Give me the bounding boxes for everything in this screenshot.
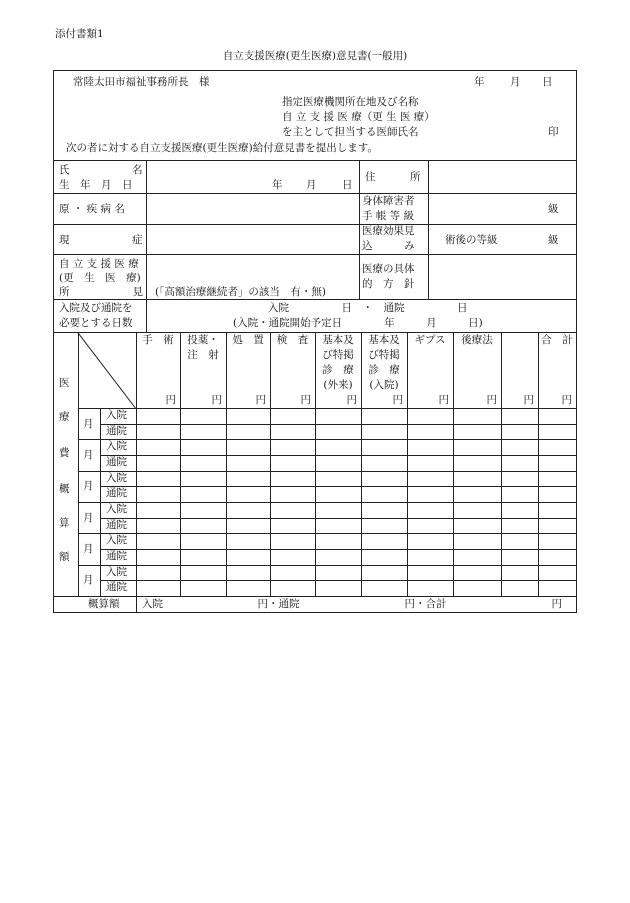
side-label-char: 算 bbox=[59, 517, 70, 529]
column-header-line: び特掲 bbox=[322, 349, 354, 361]
birth-label: 生 年 月 日 bbox=[59, 179, 133, 191]
cost-cell[interactable] bbox=[362, 487, 406, 501]
document-title: 自立支援医療(更生医療)意見書(一般用) bbox=[222, 50, 408, 62]
cost-cell[interactable] bbox=[454, 456, 500, 470]
addressee: 常陸太田市福祉事務所長 様 bbox=[73, 76, 210, 88]
yen-unit: 円 bbox=[346, 394, 357, 406]
cost-cell[interactable] bbox=[362, 550, 406, 564]
cost-cell[interactable] bbox=[454, 425, 500, 439]
cost-cell[interactable] bbox=[539, 566, 575, 580]
cost-cell[interactable] bbox=[502, 425, 537, 439]
institution-line: 指定医療機関所在地及び名称 bbox=[282, 96, 419, 108]
cost-cell[interactable] bbox=[271, 425, 314, 439]
opinion-field[interactable] bbox=[150, 256, 355, 284]
column-header-line: び特掲 bbox=[368, 349, 400, 361]
attachment-label: 添付書類1 bbox=[55, 28, 104, 40]
outpatient-label: 通院 bbox=[106, 581, 127, 593]
cost-cell[interactable] bbox=[454, 503, 500, 517]
frame-bottom bbox=[53, 612, 577, 613]
post-op-grade-unit: 級 bbox=[548, 234, 559, 246]
cost-cell[interactable] bbox=[316, 566, 360, 580]
estimate-label: 概算額 bbox=[88, 598, 120, 610]
cost-cell[interactable] bbox=[502, 487, 537, 501]
side-label-char: 療 bbox=[59, 411, 70, 423]
cost-cell[interactable] bbox=[137, 472, 179, 486]
symptom-label-2: 症 bbox=[132, 234, 143, 246]
inpatient-label: 入院 bbox=[106, 503, 127, 515]
frame-right bbox=[576, 70, 577, 613]
cost-cell[interactable] bbox=[181, 487, 225, 501]
cost-cell[interactable] bbox=[408, 534, 452, 548]
cost-cell[interactable] bbox=[539, 440, 575, 454]
yen-unit: 円 bbox=[255, 394, 266, 406]
cost-cell[interactable] bbox=[316, 581, 360, 595]
cost-cell[interactable] bbox=[539, 472, 575, 486]
cost-cell[interactable] bbox=[137, 566, 179, 580]
cost-cell[interactable] bbox=[316, 503, 360, 517]
cost-cell[interactable] bbox=[454, 472, 500, 486]
cost-cell[interactable] bbox=[502, 566, 537, 580]
plan-field[interactable] bbox=[431, 256, 573, 298]
cost-cell[interactable] bbox=[408, 487, 452, 501]
disability-label-2: 手 帳 等 級 bbox=[362, 210, 415, 222]
cost-cell[interactable] bbox=[454, 519, 500, 533]
days-label-2: 必要とする日数 bbox=[59, 317, 133, 329]
symptom-label-1: 現 bbox=[59, 234, 70, 246]
disease-field[interactable] bbox=[150, 195, 355, 223]
cost-cell[interactable] bbox=[271, 581, 314, 595]
cost-cell[interactable] bbox=[408, 566, 452, 580]
yen-unit: 円 bbox=[165, 394, 176, 406]
seal-mark: 印 bbox=[548, 126, 559, 138]
cost-cell[interactable] bbox=[502, 550, 537, 564]
effect-label-2: 込 み bbox=[362, 240, 415, 252]
cost-cell[interactable] bbox=[137, 487, 179, 501]
cost-cell[interactable] bbox=[227, 487, 269, 501]
cost-cell[interactable] bbox=[454, 581, 500, 595]
cost-cell[interactable] bbox=[181, 581, 225, 595]
column-header-line: 検 査 bbox=[276, 334, 309, 346]
cost-cell[interactable] bbox=[454, 534, 500, 548]
days-line: 入院 日 ・ 通院 日 bbox=[268, 302, 468, 314]
cost-cell[interactable] bbox=[539, 550, 575, 564]
column-header-line: 手 術 bbox=[142, 334, 174, 346]
side-label-char: 費 bbox=[59, 447, 70, 459]
header-diagonal bbox=[77, 332, 136, 409]
outpatient-label: 通院 bbox=[106, 519, 127, 531]
cost-cell[interactable] bbox=[227, 550, 269, 564]
cost-cell[interactable] bbox=[502, 503, 537, 517]
cost-cell[interactable] bbox=[181, 519, 225, 533]
yen-unit: 円 bbox=[486, 394, 497, 406]
column-header-line: (入院) bbox=[369, 379, 399, 391]
cost-cell[interactable] bbox=[454, 487, 500, 501]
cost-cell[interactable] bbox=[362, 566, 406, 580]
cost-cell[interactable] bbox=[539, 425, 575, 439]
inpatient-label: 入院 bbox=[106, 409, 127, 421]
cost-cell[interactable] bbox=[362, 581, 406, 595]
name-label-2: 名 bbox=[132, 164, 143, 176]
column-header-line: 診 療 bbox=[322, 364, 354, 376]
side-label-char: 額 bbox=[59, 551, 70, 563]
disability-grade-unit: 級 bbox=[548, 203, 559, 215]
cost-cell[interactable] bbox=[539, 409, 575, 423]
yen-unit: 円 bbox=[300, 394, 311, 406]
cost-cell[interactable] bbox=[271, 409, 314, 423]
cost-cell[interactable] bbox=[181, 472, 225, 486]
column-header-line: 合 計 bbox=[541, 334, 573, 346]
cost-cell[interactable] bbox=[137, 534, 179, 548]
cost-cell[interactable] bbox=[362, 425, 406, 439]
cost-cell[interactable] bbox=[227, 440, 269, 454]
cost-cell[interactable] bbox=[502, 456, 537, 470]
cost-cell[interactable] bbox=[181, 409, 225, 423]
inpatient-label: 入院 bbox=[106, 472, 127, 484]
cost-cell[interactable] bbox=[316, 519, 360, 533]
month-label: 月 bbox=[83, 418, 94, 430]
month-label: 月 bbox=[83, 449, 94, 461]
cost-cell[interactable] bbox=[539, 456, 575, 470]
post-op-grade-label: 術後の等級 bbox=[445, 234, 498, 246]
cost-cell[interactable] bbox=[181, 534, 225, 548]
name-field[interactable] bbox=[150, 162, 355, 176]
cost-cell[interactable] bbox=[454, 409, 500, 423]
cost-cell[interactable] bbox=[539, 581, 575, 595]
address-label-1: 住 bbox=[365, 171, 376, 183]
cost-cell[interactable] bbox=[271, 487, 314, 501]
address-label-2: 所 bbox=[410, 171, 421, 183]
cost-cell[interactable] bbox=[454, 550, 500, 564]
cost-cell[interactable] bbox=[137, 550, 179, 564]
cost-cell[interactable] bbox=[408, 440, 452, 454]
cost-cell[interactable] bbox=[227, 472, 269, 486]
name-label-1: 氏 bbox=[59, 164, 70, 176]
cost-cell[interactable] bbox=[502, 472, 537, 486]
cost-cell[interactable] bbox=[539, 519, 575, 533]
cost-cell[interactable] bbox=[271, 456, 314, 470]
cost-cell[interactable] bbox=[137, 519, 179, 533]
cost-cell[interactable] bbox=[362, 456, 406, 470]
cost-cell[interactable] bbox=[271, 440, 314, 454]
cost-cell[interactable] bbox=[137, 456, 179, 470]
cost-cell[interactable] bbox=[316, 440, 360, 454]
cost-cell[interactable] bbox=[137, 425, 179, 439]
inpatient-label: 入院 bbox=[106, 440, 127, 452]
cost-cell[interactable] bbox=[408, 581, 452, 595]
cost-cell[interactable] bbox=[271, 550, 314, 564]
cost-cell[interactable] bbox=[271, 503, 314, 517]
month-label: 月 bbox=[83, 480, 94, 492]
frame-top bbox=[53, 70, 577, 71]
cost-cell[interactable] bbox=[408, 409, 452, 423]
birth-year: 年 bbox=[272, 179, 283, 191]
column-header-line: 処 置 bbox=[232, 334, 264, 346]
cost-cell[interactable] bbox=[539, 487, 575, 501]
cost-cell[interactable] bbox=[227, 409, 269, 423]
plan-label-2: 的 方 針 bbox=[362, 278, 415, 290]
cost-cell[interactable] bbox=[137, 503, 179, 517]
column-header-line: 投薬・ bbox=[187, 334, 219, 346]
plan-label-1: 医療の具体 bbox=[362, 263, 415, 275]
cost-cell[interactable] bbox=[502, 519, 537, 533]
side-label-char: 医 bbox=[59, 377, 70, 389]
cost-cell[interactable] bbox=[227, 503, 269, 517]
cost-cell[interactable] bbox=[271, 566, 314, 580]
cost-cell[interactable] bbox=[227, 425, 269, 439]
column-header-line: 注 射 bbox=[187, 349, 219, 361]
cost-cell[interactable] bbox=[227, 534, 269, 548]
cost-cell[interactable] bbox=[137, 409, 179, 423]
cost-cell[interactable] bbox=[227, 581, 269, 595]
cost-cell[interactable] bbox=[181, 425, 225, 439]
cost-cell[interactable] bbox=[502, 440, 537, 454]
cost-cell[interactable] bbox=[362, 472, 406, 486]
cost-cell[interactable] bbox=[227, 519, 269, 533]
medical-type-line: 自 立 支 援 医 療（更 生 医 療） bbox=[282, 111, 435, 123]
yen-unit: 円 bbox=[211, 394, 222, 406]
cost-cell[interactable] bbox=[316, 472, 360, 486]
cost-cell[interactable] bbox=[454, 566, 500, 580]
disability-label-1: 身体障害者 bbox=[362, 195, 415, 207]
outpatient-label: 通院 bbox=[106, 487, 127, 499]
cost-cell[interactable] bbox=[408, 519, 452, 533]
cost-cell[interactable] bbox=[362, 409, 406, 423]
column-header-line: 基本及 bbox=[368, 334, 400, 346]
header-date-year: 年 bbox=[474, 76, 485, 88]
symptom-field[interactable] bbox=[150, 226, 355, 253]
month-label: 月 bbox=[83, 543, 94, 555]
inpatient-label: 入院 bbox=[106, 534, 127, 546]
opinion-label-3: 所 見 bbox=[59, 286, 143, 298]
cost-cell[interactable] bbox=[316, 409, 360, 423]
cost-cell[interactable] bbox=[316, 534, 360, 548]
side-label-char: 概 bbox=[59, 483, 70, 495]
opinion-label-1: 自 立 支 援 医 療 bbox=[59, 258, 139, 270]
cost-cell[interactable] bbox=[454, 440, 500, 454]
cost-cell[interactable] bbox=[316, 550, 360, 564]
column-header-line: ギプス bbox=[414, 334, 446, 346]
outpatient-label: 通院 bbox=[106, 425, 127, 437]
birth-month: 月 bbox=[306, 179, 317, 191]
birth-day: 日 bbox=[342, 179, 353, 191]
yen-unit: 円 bbox=[523, 394, 534, 406]
cost-cell[interactable] bbox=[362, 534, 406, 548]
cost-cell[interactable] bbox=[181, 440, 225, 454]
cost-cell[interactable] bbox=[362, 440, 406, 454]
header-date-day: 日 bbox=[542, 76, 553, 88]
yen-unit: 円 bbox=[561, 394, 572, 406]
yen-unit: 円 bbox=[438, 394, 449, 406]
yen-unit: 円 bbox=[392, 394, 403, 406]
cost-cell[interactable] bbox=[271, 519, 314, 533]
cost-cell[interactable] bbox=[408, 425, 452, 439]
start-date-line: (入院・通院開始予定日 年 月 日) bbox=[233, 317, 483, 329]
effect-label-1: 医療効果見 bbox=[362, 225, 415, 237]
inpatient-label: 入院 bbox=[106, 566, 127, 578]
cost-cell[interactable] bbox=[227, 456, 269, 470]
doctor-line: を主として担当する医師氏名 bbox=[282, 126, 419, 138]
cost-cell[interactable] bbox=[502, 534, 537, 548]
cost-cell[interactable] bbox=[362, 519, 406, 533]
cost-cell[interactable] bbox=[316, 487, 360, 501]
column-header-line: (外来) bbox=[323, 379, 353, 391]
submission-statement: 次の者に対する自立支援医療(更生医療)給付意見書を提出します。 bbox=[66, 142, 378, 154]
disease-label: 原 ・ 疾 病 名 bbox=[59, 203, 125, 215]
days-label-1: 入院及び通院を bbox=[59, 302, 133, 314]
high-cost-note: (「高額治療継続者」の該当 有・無) bbox=[155, 286, 326, 298]
cost-cell[interactable] bbox=[181, 503, 225, 517]
column-header-line: 診 療 bbox=[368, 364, 400, 376]
estimate-line: 入院 円・通院 円・合計 円 bbox=[142, 598, 562, 610]
column-header-line: 後療法 bbox=[461, 334, 493, 346]
outpatient-label: 通院 bbox=[106, 456, 127, 468]
cost-cell[interactable] bbox=[181, 566, 225, 580]
cost-cell[interactable] bbox=[539, 503, 575, 517]
cost-cell[interactable] bbox=[137, 581, 179, 595]
cost-cell[interactable] bbox=[502, 581, 537, 595]
opinion-label-2: (更 生 医 療) bbox=[59, 272, 141, 284]
address-field[interactable] bbox=[431, 162, 573, 192]
month-label: 月 bbox=[83, 574, 94, 586]
column-header-line: 基本及 bbox=[322, 334, 354, 346]
cost-cell[interactable] bbox=[316, 456, 360, 470]
cost-cell[interactable] bbox=[408, 472, 452, 486]
cost-cell[interactable] bbox=[408, 503, 452, 517]
cost-cell[interactable] bbox=[539, 534, 575, 548]
cost-cell[interactable] bbox=[181, 550, 225, 564]
cost-cell[interactable] bbox=[271, 534, 314, 548]
cost-cell[interactable] bbox=[408, 456, 452, 470]
cost-cell[interactable] bbox=[137, 440, 179, 454]
cost-cell[interactable] bbox=[271, 472, 314, 486]
cost-cell[interactable] bbox=[408, 550, 452, 564]
cost-cell[interactable] bbox=[227, 566, 269, 580]
outpatient-label: 通院 bbox=[106, 550, 127, 562]
cost-cell[interactable] bbox=[502, 409, 537, 423]
cost-cell[interactable] bbox=[316, 425, 360, 439]
cost-cell[interactable] bbox=[181, 456, 225, 470]
header-date-month: 月 bbox=[510, 76, 521, 88]
month-label: 月 bbox=[83, 512, 94, 524]
frame-left bbox=[53, 70, 54, 613]
cost-cell[interactable] bbox=[362, 503, 406, 517]
